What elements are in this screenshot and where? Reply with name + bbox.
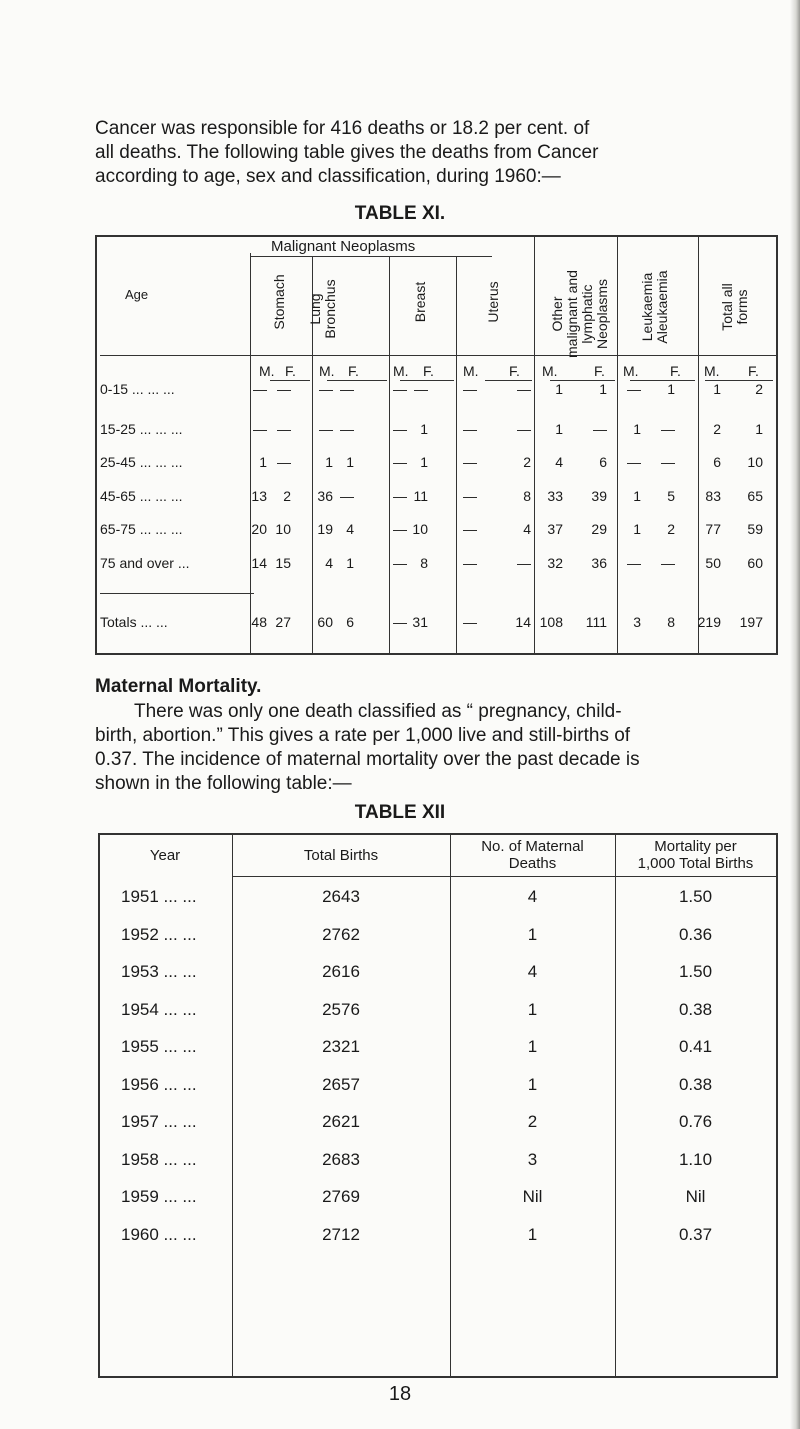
table-cell: 13 (251, 488, 267, 504)
rate-cell: 0.38 (678, 999, 713, 1019)
sex-m-label: M. (463, 363, 479, 379)
births-cell: 2683 (322, 1149, 360, 1169)
table-cell: 1 (420, 421, 428, 437)
table-cell: 39 (591, 488, 607, 504)
deaths-cell: Nil (522, 1187, 543, 1206)
rate-cell: 0.36 (678, 924, 713, 944)
births-cell: 2769 (322, 1187, 360, 1206)
table-cell: 48 (251, 614, 267, 630)
table-cell: — (393, 555, 407, 571)
table-cell: 33 (547, 488, 563, 504)
sex-m-label: M. (704, 363, 720, 379)
table-cell: 1 (259, 454, 267, 470)
table-cell: 1 (325, 454, 333, 470)
rate-cell: 1.10 (678, 1149, 713, 1169)
table-cell: — (517, 421, 531, 437)
table-cell: 1 (713, 381, 721, 397)
age-label: 15-25 ... ... ... (100, 421, 183, 437)
births-cell: 2321 (322, 1037, 360, 1056)
table-cell: — (661, 454, 675, 470)
table-cell: 2 (755, 381, 763, 397)
table-cell: 36 (591, 555, 607, 571)
table-cell: — (627, 381, 641, 397)
maternal-line-1: There was only one death classified as “ pregnancy, child- (134, 701, 622, 722)
deaths-cell: 1 (527, 1224, 538, 1244)
year-cell: 1959 ... ... (121, 1187, 197, 1206)
table-cell: — (340, 488, 354, 504)
table-cell: 10 (275, 521, 291, 537)
sex-f-label: F. (285, 363, 296, 379)
table-cell: 60 (747, 555, 763, 571)
sex-f-label: F. (748, 363, 759, 379)
table-cell: — (463, 555, 477, 571)
table-cell: 83 (705, 488, 721, 504)
table-cell: — (661, 555, 675, 571)
table-cell: — (463, 614, 477, 630)
intro-line-1: Cancer was responsible for 416 deaths or 18.2 per cent. of (95, 118, 590, 139)
table-cell: — (661, 421, 675, 437)
births-cell: 2657 (322, 1074, 360, 1094)
table-cell: — (319, 421, 333, 437)
table-cell: — (393, 381, 407, 397)
table-cell: 15 (275, 555, 291, 571)
age-label: 75 and over ... (100, 555, 190, 571)
table-cell: — (340, 381, 354, 397)
age-label: 25-45 ... ... ... (100, 454, 183, 470)
rate-cell: 0.41 (678, 1037, 713, 1056)
table-cell: — (393, 421, 407, 437)
table-xi-caption: TABLE XI. (354, 203, 446, 224)
maternal-heading: Maternal Mortality. (95, 676, 262, 697)
births-cell: 2762 (322, 924, 360, 944)
table-cell: 111 (585, 614, 607, 630)
table-cell: — (517, 381, 531, 397)
table-cell: 59 (747, 521, 763, 537)
deaths-cell: 1 (527, 924, 538, 944)
table-cell: 27 (275, 614, 291, 630)
intro-line-2: all deaths. The following table gives the deaths from Cancer (95, 142, 599, 163)
col-total-births: Total Births (303, 847, 379, 864)
table-cell: 1 (755, 421, 763, 437)
year-cell: 1956 ... ... (121, 1074, 197, 1094)
col-other-malignant: Other malignant and lymphatic Neoplasms (549, 270, 610, 358)
table-cell: — (253, 381, 267, 397)
births-cell: 2616 (322, 962, 360, 981)
table-cell: — (393, 454, 407, 470)
table-cell: 3 (633, 614, 641, 630)
table-cell: — (463, 454, 477, 470)
table-cell: 1 (633, 488, 641, 504)
table-cell: 65 (747, 488, 763, 504)
births-cell: 2576 (322, 999, 360, 1019)
age-label: 65-75 ... ... ... (100, 521, 183, 537)
rate-cell: 0.38 (678, 1074, 713, 1094)
sex-m-label: M. (319, 363, 335, 379)
table-cell: 1 (555, 381, 563, 397)
year-cell: 1954 ... ... (121, 999, 197, 1019)
table-cell: — (277, 381, 291, 397)
year-cell: 1960 ... ... (121, 1224, 197, 1244)
table-cell: 29 (591, 521, 607, 537)
table-cell: 4 (555, 454, 563, 470)
age-label: 0-15 ... ... ... (100, 381, 175, 397)
table-cell: — (627, 555, 641, 571)
table-cell: — (414, 381, 428, 397)
table-cell: 14 (251, 555, 267, 571)
sex-f-label: F. (509, 363, 520, 379)
table-cell: 6 (346, 614, 354, 630)
table-xii (98, 833, 778, 1378)
col-leukaemia: Leukaemia Aleukaemia (639, 270, 670, 344)
table-cell: 77 (705, 521, 721, 537)
table-cell: 14 (515, 614, 531, 630)
table-cell: 1 (346, 555, 354, 571)
table-cell: 197 (739, 614, 763, 630)
page-number: 18 (388, 1383, 412, 1405)
deaths-cell: 3 (527, 1149, 538, 1169)
table-cell: — (627, 454, 641, 470)
col-mortality-rate: Mortality per 1,000 Total Births (637, 838, 754, 872)
sex-m-label: M. (623, 363, 639, 379)
table-cell: 4 (346, 521, 354, 537)
year-cell: 1952 ... ... (121, 924, 197, 944)
table-cell: 1 (420, 454, 428, 470)
rate-cell: 1.50 (678, 887, 713, 906)
table-cell: 1 (633, 521, 641, 537)
sex-m-label: M. (259, 363, 275, 379)
table-cell: — (393, 614, 407, 630)
table-cell: 36 (317, 488, 333, 504)
table-cell: — (253, 421, 267, 437)
table-cell: 37 (547, 521, 563, 537)
sex-f-label: F. (348, 363, 359, 379)
year-cell: 1958 ... ... (121, 1149, 197, 1169)
deaths-cell: 1 (527, 999, 538, 1019)
table-cell: — (277, 421, 291, 437)
rate-cell: Nil (685, 1187, 706, 1206)
year-cell: 1951 ... ... (121, 887, 197, 906)
col-year: Year (149, 847, 181, 864)
table-cell: 50 (705, 555, 721, 571)
table-cell: 1 (667, 381, 675, 397)
col-stomach: Stomach (271, 274, 287, 330)
sex-f-label: F. (594, 363, 605, 379)
table-cell: 5 (667, 488, 675, 504)
table-cell: 1 (346, 454, 354, 470)
sex-m-label: M. (542, 363, 558, 379)
deaths-cell: 4 (527, 962, 538, 981)
table-cell: — (463, 521, 477, 537)
table-cell: 31 (412, 614, 428, 630)
col-maternal-deaths: No. of Maternal Deaths (481, 838, 584, 872)
births-cell: 2712 (322, 1224, 360, 1244)
year-cell: 1957 ... ... (121, 1112, 197, 1131)
table-cell: — (340, 421, 354, 437)
table-cell: 219 (697, 614, 721, 630)
table-cell: — (393, 521, 407, 537)
table-cell: — (277, 454, 291, 470)
table-cell: — (463, 421, 477, 437)
deaths-cell: 4 (527, 887, 538, 906)
maternal-line-2: birth, abortion.” This gives a rate per 1,000 live and still-births of (95, 725, 631, 746)
table-cell: 8 (420, 555, 428, 571)
table-cell: 4 (325, 555, 333, 571)
table-cell: 2 (667, 521, 675, 537)
sex-f-label: F. (423, 363, 434, 379)
maternal-line-4: shown in the following table:— (95, 773, 352, 794)
table-cell: 6 (599, 454, 607, 470)
year-cell: 1953 ... ... (121, 962, 197, 981)
table-cell: 60 (317, 614, 333, 630)
rate-cell: 1.50 (678, 962, 713, 981)
deaths-cell: 2 (527, 1112, 538, 1131)
table-cell: 6 (713, 454, 721, 470)
table-cell: 8 (667, 614, 675, 630)
table-cell: 10 (747, 454, 763, 470)
deaths-cell: 1 (527, 1074, 538, 1094)
table-cell: 1 (633, 421, 641, 437)
table-cell: 1 (599, 381, 607, 397)
maternal-line-3: 0.37. The incidence of maternal mortality over the past decade is (95, 749, 640, 770)
col-breast: Breast (412, 281, 428, 323)
rate-cell: 0.37 (678, 1224, 713, 1244)
table-cell: — (463, 488, 477, 504)
table-cell: — (463, 381, 477, 397)
table-cell: 8 (523, 488, 531, 504)
births-cell: 2643 (322, 887, 360, 906)
table-cell: 1 (555, 421, 563, 437)
col-total-all-forms: Total all forms (719, 283, 750, 331)
intro-line-3: according to age, sex and classification, during 1960:— (95, 166, 561, 187)
table-cell: — (517, 555, 531, 571)
totals-label: Totals ... ... (100, 614, 168, 630)
sex-f-label: F. (670, 363, 681, 379)
col-lung-bronchus: Lung Bronchus (307, 279, 338, 339)
table-xii-caption: TABLE XII (354, 802, 446, 823)
table-cell: 10 (412, 521, 428, 537)
table-cell: 11 (413, 488, 428, 504)
table-cell: 2 (713, 421, 721, 437)
table-cell: — (319, 381, 333, 397)
table-cell: 2 (283, 488, 291, 504)
table-xi (95, 235, 778, 655)
table-cell: 20 (251, 521, 267, 537)
table-cell: 2 (523, 454, 531, 470)
table-cell: 32 (547, 555, 563, 571)
births-cell: 2621 (322, 1112, 360, 1131)
year-cell: 1955 ... ... (121, 1037, 197, 1056)
col-uterus: Uterus (485, 281, 501, 323)
malignant-neoplasms-header: Malignant Neoplasms (271, 238, 416, 255)
sex-m-label: M. (393, 363, 409, 379)
rate-cell: 0.76 (678, 1112, 713, 1131)
table-cell: — (593, 421, 607, 437)
deaths-cell: 1 (527, 1037, 538, 1056)
age-label: 45-65 ... ... ... (100, 488, 183, 504)
table-cell: — (393, 488, 407, 504)
table-cell: 19 (317, 521, 333, 537)
age-header: Age (125, 287, 149, 302)
table-cell: 108 (539, 614, 563, 630)
table-cell: 4 (523, 521, 531, 537)
